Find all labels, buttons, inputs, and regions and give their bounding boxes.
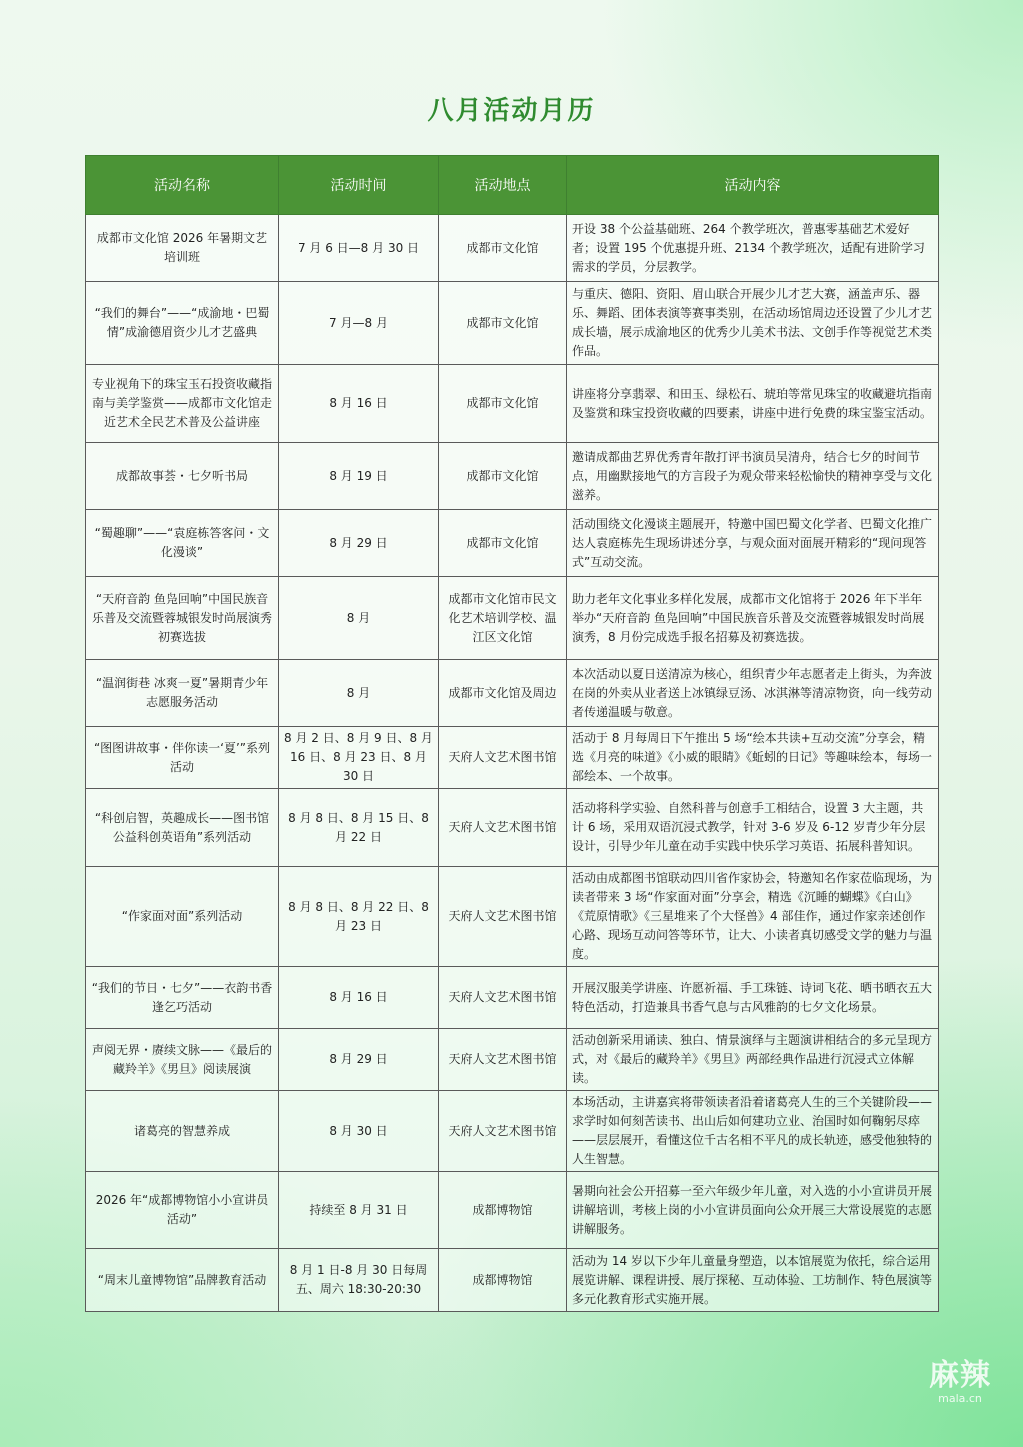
table-row xyxy=(86,660,939,727)
activity-location: 天府人文艺术图书馆 xyxy=(439,727,567,789)
activity-name: “作家面对面”系列活动 xyxy=(86,867,279,967)
activity-content: 本次活动以夏日送清凉为核心，组织青少年志愿者走上街头，为奔波在岗的外卖从业者送上冰镇绿豆汤、冰淇淋等清凉物资，向一线劳动者传递温暖与敬意。 xyxy=(567,660,939,727)
activity-time: 8 月 19 日 xyxy=(279,443,439,510)
activity-name: “科创启智，英趣成长——图书馆公益科创英语角”系列活动 xyxy=(86,789,279,867)
activity-time: 8 月 29 日 xyxy=(279,1029,439,1091)
header-activity-time: 活动时间 xyxy=(279,156,439,215)
activity-location: 成都市文化馆 xyxy=(439,282,567,365)
table-row xyxy=(86,867,939,967)
table-row xyxy=(86,510,939,577)
activity-location: 成都市文化馆市民文化艺术培训学校、温江区文化馆 xyxy=(439,577,567,660)
table-row xyxy=(86,1172,939,1249)
activity-content: 活动将科学实验、自然科普与创意手工相结合，设置 3 大主题，共计 6 场，采用双语沉浸式教学，针对 3-6 岁及 6-12 岁青少年分层设计，引导少年儿童在动手实践中快乐学习英语、拓展科普知识。 xyxy=(567,789,939,867)
table-row xyxy=(86,577,939,660)
table-row xyxy=(86,282,939,365)
activity-name: “温润街巷 冰爽一夏”暑期青少年志愿服务活动 xyxy=(86,660,279,727)
page-title: 八月活动月历 xyxy=(427,96,596,126)
activity-content: 助力老年文化事业多样化发展，成都市文化馆将于 2026 年下半年举办“天府音韵 鱼凫回响”中国民族音乐普及交流暨蓉城银发时尚展演秀，8 月份完成选手报名招募及初赛选拔。 xyxy=(567,577,939,660)
activity-location: 成都博物馆 xyxy=(439,1249,567,1312)
table-row xyxy=(86,1249,939,1312)
activity-content: 活动为 14 岁以下少年儿童量身塑造，以本馆展览为依托，综合运用展览讲解、课程讲授、展厅探秘、互动体验、工坊制作、特色展演等多元化教育形式实施开展。 xyxy=(567,1249,939,1312)
activity-name: “图图讲故事・伴你读一‘夏’”系列活动 xyxy=(86,727,279,789)
activity-location: 天府人文艺术图书馆 xyxy=(439,789,567,867)
activity-name: 声阅无界・赓续文脉——《最后的藏羚羊》《男旦》阅读展演 xyxy=(86,1029,279,1091)
activity-name: “我们的节日・七夕”——衣韵书香逢乞巧活动 xyxy=(86,967,279,1029)
activity-name: “我们的舞台”——“成渝地・巴蜀情”成渝德眉资少儿才艺盛典 xyxy=(86,282,279,365)
activity-time: 7 月—8 月 xyxy=(279,282,439,365)
activity-name: “天府音韵 鱼凫回响”中国民族音乐普及交流暨蓉城银发时尚展演秀初赛选拔 xyxy=(86,577,279,660)
activity-content: 本场活动，主讲嘉宾将带领读者沿着诸葛亮人生的三个关键阶段——求学时如何刻苦读书、出山后如何建功立业、治国时如何鞠躬尽瘁——层层展开，看懂这位千古名相不平凡的成长轨迹，感受他独特的人生智慧。 xyxy=(567,1091,939,1172)
activity-location: 天府人文艺术图书馆 xyxy=(439,967,567,1029)
activity-time: 8 月 xyxy=(279,660,439,727)
activity-content: 活动由成都图书馆联动四川省作家协会，特邀知名作家莅临现场，为读者带来 3 场“作家面对面”分享会，精选《沉睡的蝴蝶》《白山》《荒原情歌》《三星堆来了个大怪兽》4 部佳作，通过作家亲述创作心路、现场互动问答等环节，让大、小读者真切感受文学的魅力与温度。 xyxy=(567,867,939,967)
activity-time: 8 月 16 日 xyxy=(279,365,439,443)
activity-content: 暑期向社会公开招募一至六年级少年儿童，对入选的小小宣讲员开展讲解培训，考核上岗的小小宣讲员面向公众开展三大常设展览的志愿讲解服务。 xyxy=(567,1172,939,1249)
activity-location: 天府人文艺术图书馆 xyxy=(439,1091,567,1172)
activity-location: 成都市文化馆 xyxy=(439,215,567,282)
activity-content: 活动于 8 月每周日下午推出 5 场“绘本共读+互动交流”分享会，精选《月亮的味道》《小威的眼睛》《蚯蚓的日记》等趣味绘本，每场一部绘本、一个故事。 xyxy=(567,727,939,789)
watermark-domain: mala.cn xyxy=(938,1392,982,1405)
activity-location: 成都市文化馆 xyxy=(439,510,567,577)
activity-time: 8 月 1 日-8 月 30 日每周五、周六 18:30-20:30 xyxy=(279,1249,439,1312)
table-header-row xyxy=(86,156,939,215)
activity-time: 持续至 8 月 31 日 xyxy=(279,1172,439,1249)
table-row xyxy=(86,443,939,510)
activity-name: 专业视角下的珠宝玉石投资收藏指南与美学鉴赏——成都市文化馆走近艺术全民艺术普及公益讲座 xyxy=(86,365,279,443)
table-row xyxy=(86,967,939,1029)
activity-name: “蜀趣聊”——“袁庭栋答客问・文化漫谈” xyxy=(86,510,279,577)
activity-name: 成都市文化馆 2026 年暑期文艺培训班 xyxy=(86,215,279,282)
activity-content: 讲座将分享翡翠、和田玉、绿松石、琥珀等常见珠宝的收藏避坑指南及鉴赏和珠宝投资收藏的四要素，讲座中进行免费的珠宝鉴宝活动。 xyxy=(567,365,939,443)
activity-name: “周末儿童博物馆”品牌教育活动 xyxy=(86,1249,279,1312)
activity-content: 与重庆、德阳、资阳、眉山联合开展少儿才艺大赛，涵盖声乐、器乐、舞蹈、团体表演等赛事类别，在活动场馆周边还设置了少儿才艺成长墙，展示成渝地区的优秀少儿美术书法、文创手作等视觉艺术类作品。 xyxy=(567,282,939,365)
table-row xyxy=(86,365,939,443)
activity-location: 成都市文化馆 xyxy=(439,365,567,443)
activity-location: 成都市文化馆及周边 xyxy=(439,660,567,727)
mala-watermark xyxy=(925,1350,995,1405)
activity-calendar-table xyxy=(85,155,939,1312)
activity-content: 邀请成都曲艺界优秀青年散打评书演员吴清舟，结合七夕的时间节点，用幽默接地气的方言段子为观众带来轻松愉快的精神享受与文化滋养。 xyxy=(567,443,939,510)
activity-content: 活动创新采用诵读、独白、情景演绎与主题演讲相结合的多元呈现方式，对《最后的藏羚羊》《男旦》两部经典作品进行沉浸式立体解读。 xyxy=(567,1029,939,1091)
activity-name: 2026 年“成都博物馆小小宣讲员活动” xyxy=(86,1172,279,1249)
activity-time: 8 月 30 日 xyxy=(279,1091,439,1172)
activity-time: 8 月 8 日、8 月 22 日、8 月 23 日 xyxy=(279,867,439,967)
header-activity-content: 活动内容 xyxy=(567,156,939,215)
activity-time: 8 月 8 日、8 月 15 日、8 月 22 日 xyxy=(279,789,439,867)
activity-time: 8 月 2 日、8 月 9 日、8 月 16 日、8 月 23 日、8 月 30 日 xyxy=(279,727,439,789)
activity-time: 8 月 16 日 xyxy=(279,967,439,1029)
table-row xyxy=(86,727,939,789)
activity-location: 天府人文艺术图书馆 xyxy=(439,1029,567,1091)
activity-name: 诸葛亮的智慧养成 xyxy=(86,1091,279,1172)
header-activity-name: 活动名称 xyxy=(86,156,279,215)
activity-content: 开设 38 个公益基础班、264 个教学班次，普惠零基础艺术爱好者；设置 195 个优惠提升班、2134 个教学班次，适配有进阶学习需求的学员，分层教学。 xyxy=(567,215,939,282)
activity-content: 活动围绕文化漫谈主题展开，特邀中国巴蜀文化学者、巴蜀文化推广达人袁庭栋先生现场讲述分享，与观众面对面展开精彩的“现问现答式”互动交流。 xyxy=(567,510,939,577)
activity-name: 成都故事荟・七夕听书局 xyxy=(86,443,279,510)
activity-time: 7 月 6 日—8 月 30 日 xyxy=(279,215,439,282)
table-row xyxy=(86,1029,939,1091)
table-row xyxy=(86,789,939,867)
activity-time: 8 月 xyxy=(279,577,439,660)
activity-time: 8 月 29 日 xyxy=(279,510,439,577)
activity-location: 天府人文艺术图书馆 xyxy=(439,867,567,967)
activity-location: 成都博物馆 xyxy=(439,1172,567,1249)
table-row xyxy=(86,1091,939,1172)
table-row xyxy=(86,215,939,282)
activity-location: 成都市文化馆 xyxy=(439,443,567,510)
activity-content: 开展汉服美学讲座、许愿祈福、手工珠链、诗词飞花、晒书晒衣五大特色活动，打造兼具书香气息与古风雅韵的七夕文化场景。 xyxy=(567,967,939,1029)
header-activity-location: 活动地点 xyxy=(439,156,567,215)
watermark-logo-text: 麻辣 xyxy=(929,1358,991,1393)
